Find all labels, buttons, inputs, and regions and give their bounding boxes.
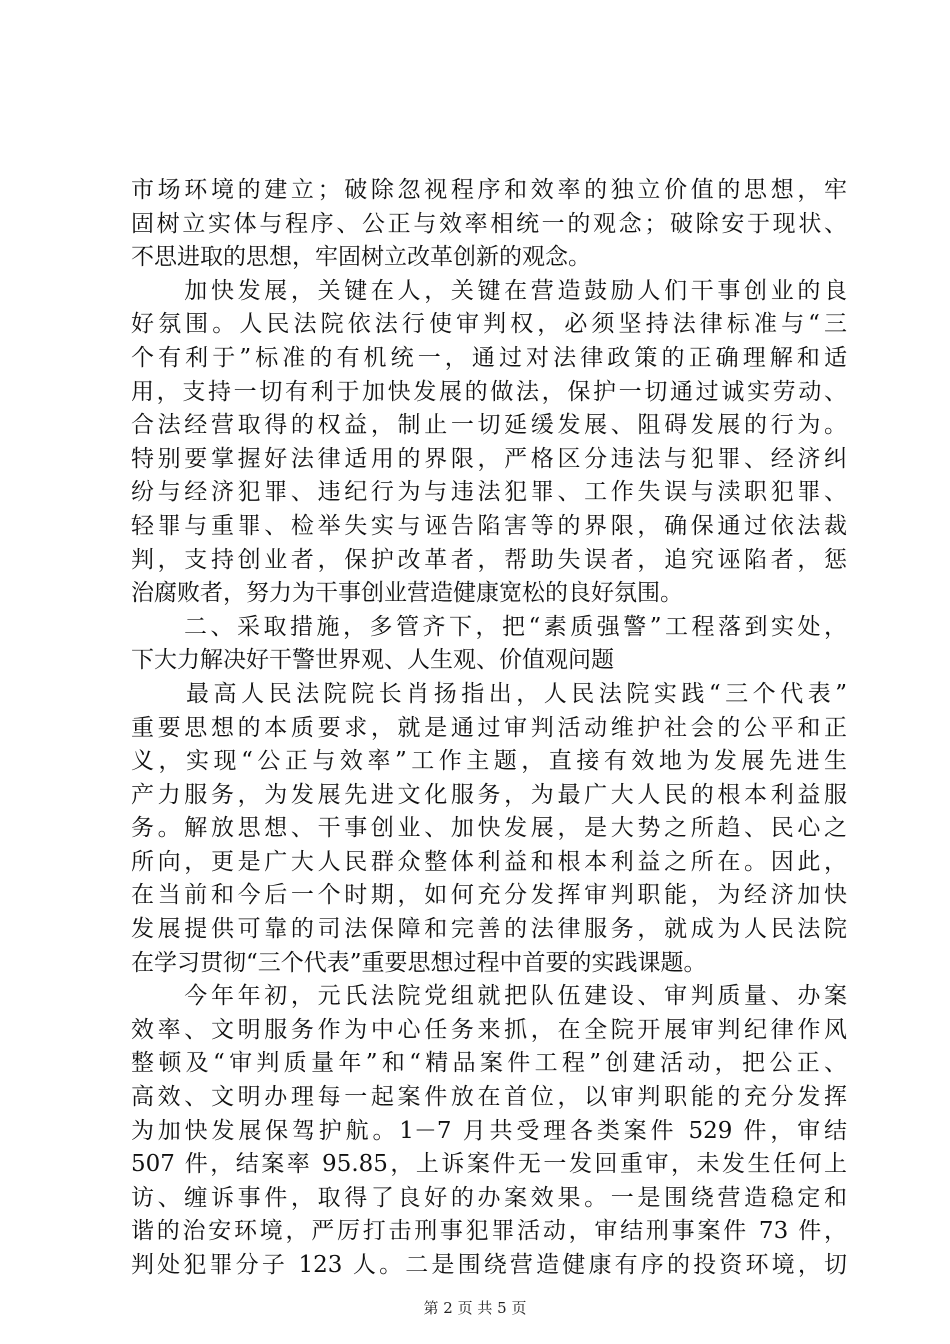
text-line: 二、采取措施，多管齐下，把“素质强警”工程落到实处， <box>131 613 847 640</box>
text-line: 市场环境的建立；破除忽视程序和效率的独立价值的思想，牢 <box>131 177 847 203</box>
text-line: 务。解放思想、干事创业、加快发展，是大势之所趋、民心之 <box>131 815 847 842</box>
text-line: 治腐败者，努力为干事创业营造健康宽松的良好氛围。 <box>131 580 683 607</box>
text-line: 访、缠诉事件，取得了良好的办案效果。一是围绕营造稳定和 <box>131 1184 847 1211</box>
text-line: 纷与经济犯罪、违纪行为与违法犯罪、工作失误与渎职犯罪、 <box>131 479 847 506</box>
text-line: 今年年初，元氏法院党组就把队伍建设、审判质量、办案 <box>131 983 847 1010</box>
text-line: 固树立实体与程序、公正与效率相统一的观念；破除安于现状、 <box>131 210 847 237</box>
text-line: 谐的治安环境，严厉打击刑事犯罪活动，审结刑事案件 73 件， <box>131 1218 847 1245</box>
text-line: 不思进取的思想，牢固树立改革创新的观念。 <box>131 244 591 271</box>
text-line: 507 件，结案率 95.85，上诉案件无一发回重审，未发生任何上 <box>131 1151 847 1178</box>
text-line: 好氛围。人民法院依法行使审判权，必须坚持法律标准与“三 <box>131 311 847 338</box>
text-line: 加快发展，关键在人，关键在营造鼓励人们干事创业的良 <box>131 277 847 304</box>
page-footer: 第 2 页 共 5 页 <box>423 1299 527 1317</box>
text-line: 轻罪与重罪、检举失实与诬告陷害等的界限，确保通过依法裁 <box>131 512 847 539</box>
text-line: 个有利于”标准的有机统一，通过对法律政策的正确理解和适 <box>131 344 847 371</box>
text-line: 在学习贯彻“三个代表”重要思想过程中首要的实践课题。 <box>131 949 707 976</box>
text-line: 效率、文明服务作为中心任务来抓，在全院开展审判纪律作风 <box>131 1016 847 1043</box>
text-line: 合法经营取得的权益，制止一切延缓发展、阻碍发展的行为。 <box>131 412 847 439</box>
text-line: 产力服务，为发展先进文化服务，为最广大人民的根本利益服 <box>131 781 847 808</box>
text-line: 判，支持创业者，保护改革者，帮助失误者，追究诬陷者，惩 <box>131 546 847 573</box>
text-line: 为加快发展保驾护航。1－7 月共受理各类案件 529 件，审结 <box>131 1117 847 1144</box>
text-line: 义，实现“公正与效率”工作主题，直接有效地为发展先进生 <box>131 748 847 775</box>
text-line: 整顿及“审判质量年”和“精品案件工程”创建活动，把公正、 <box>131 1050 847 1077</box>
text-line: 在当前和今后一个时期，如何充分发挥审判职能，为经济加快 <box>131 882 847 909</box>
text-line: 所向，更是广大人民群众整体利益和根本利益之所在。因此， <box>131 848 847 875</box>
text-line: 判处犯罪分子 123 人。二是围绕营造健康有序的投资环境，切 <box>131 1252 847 1278</box>
document-body <box>131 174 847 1283</box>
text-line: 最高人民法院院长肖扬指出，人民法院实践“三个代表” <box>131 680 847 707</box>
text-line: 高效、文明办理每一起案件放在首位，以审判职能的充分发挥 <box>131 1084 847 1111</box>
text-line: 用，支持一切有利于加快发展的做法，保护一切通过诚实劳动、 <box>131 378 847 405</box>
text-line: 下大力解决好干警世界观、人生观、价值观问题 <box>131 647 614 674</box>
text-line: 特别要掌握好法律适用的界限，严格区分违法与犯罪、经济纠 <box>131 445 847 472</box>
text-line: 重要思想的本质要求，就是通过审判活动维护社会的公平和正 <box>131 714 847 741</box>
text-line: 发展提供可靠的司法保障和完善的法律服务，就成为人民法院 <box>131 916 847 943</box>
